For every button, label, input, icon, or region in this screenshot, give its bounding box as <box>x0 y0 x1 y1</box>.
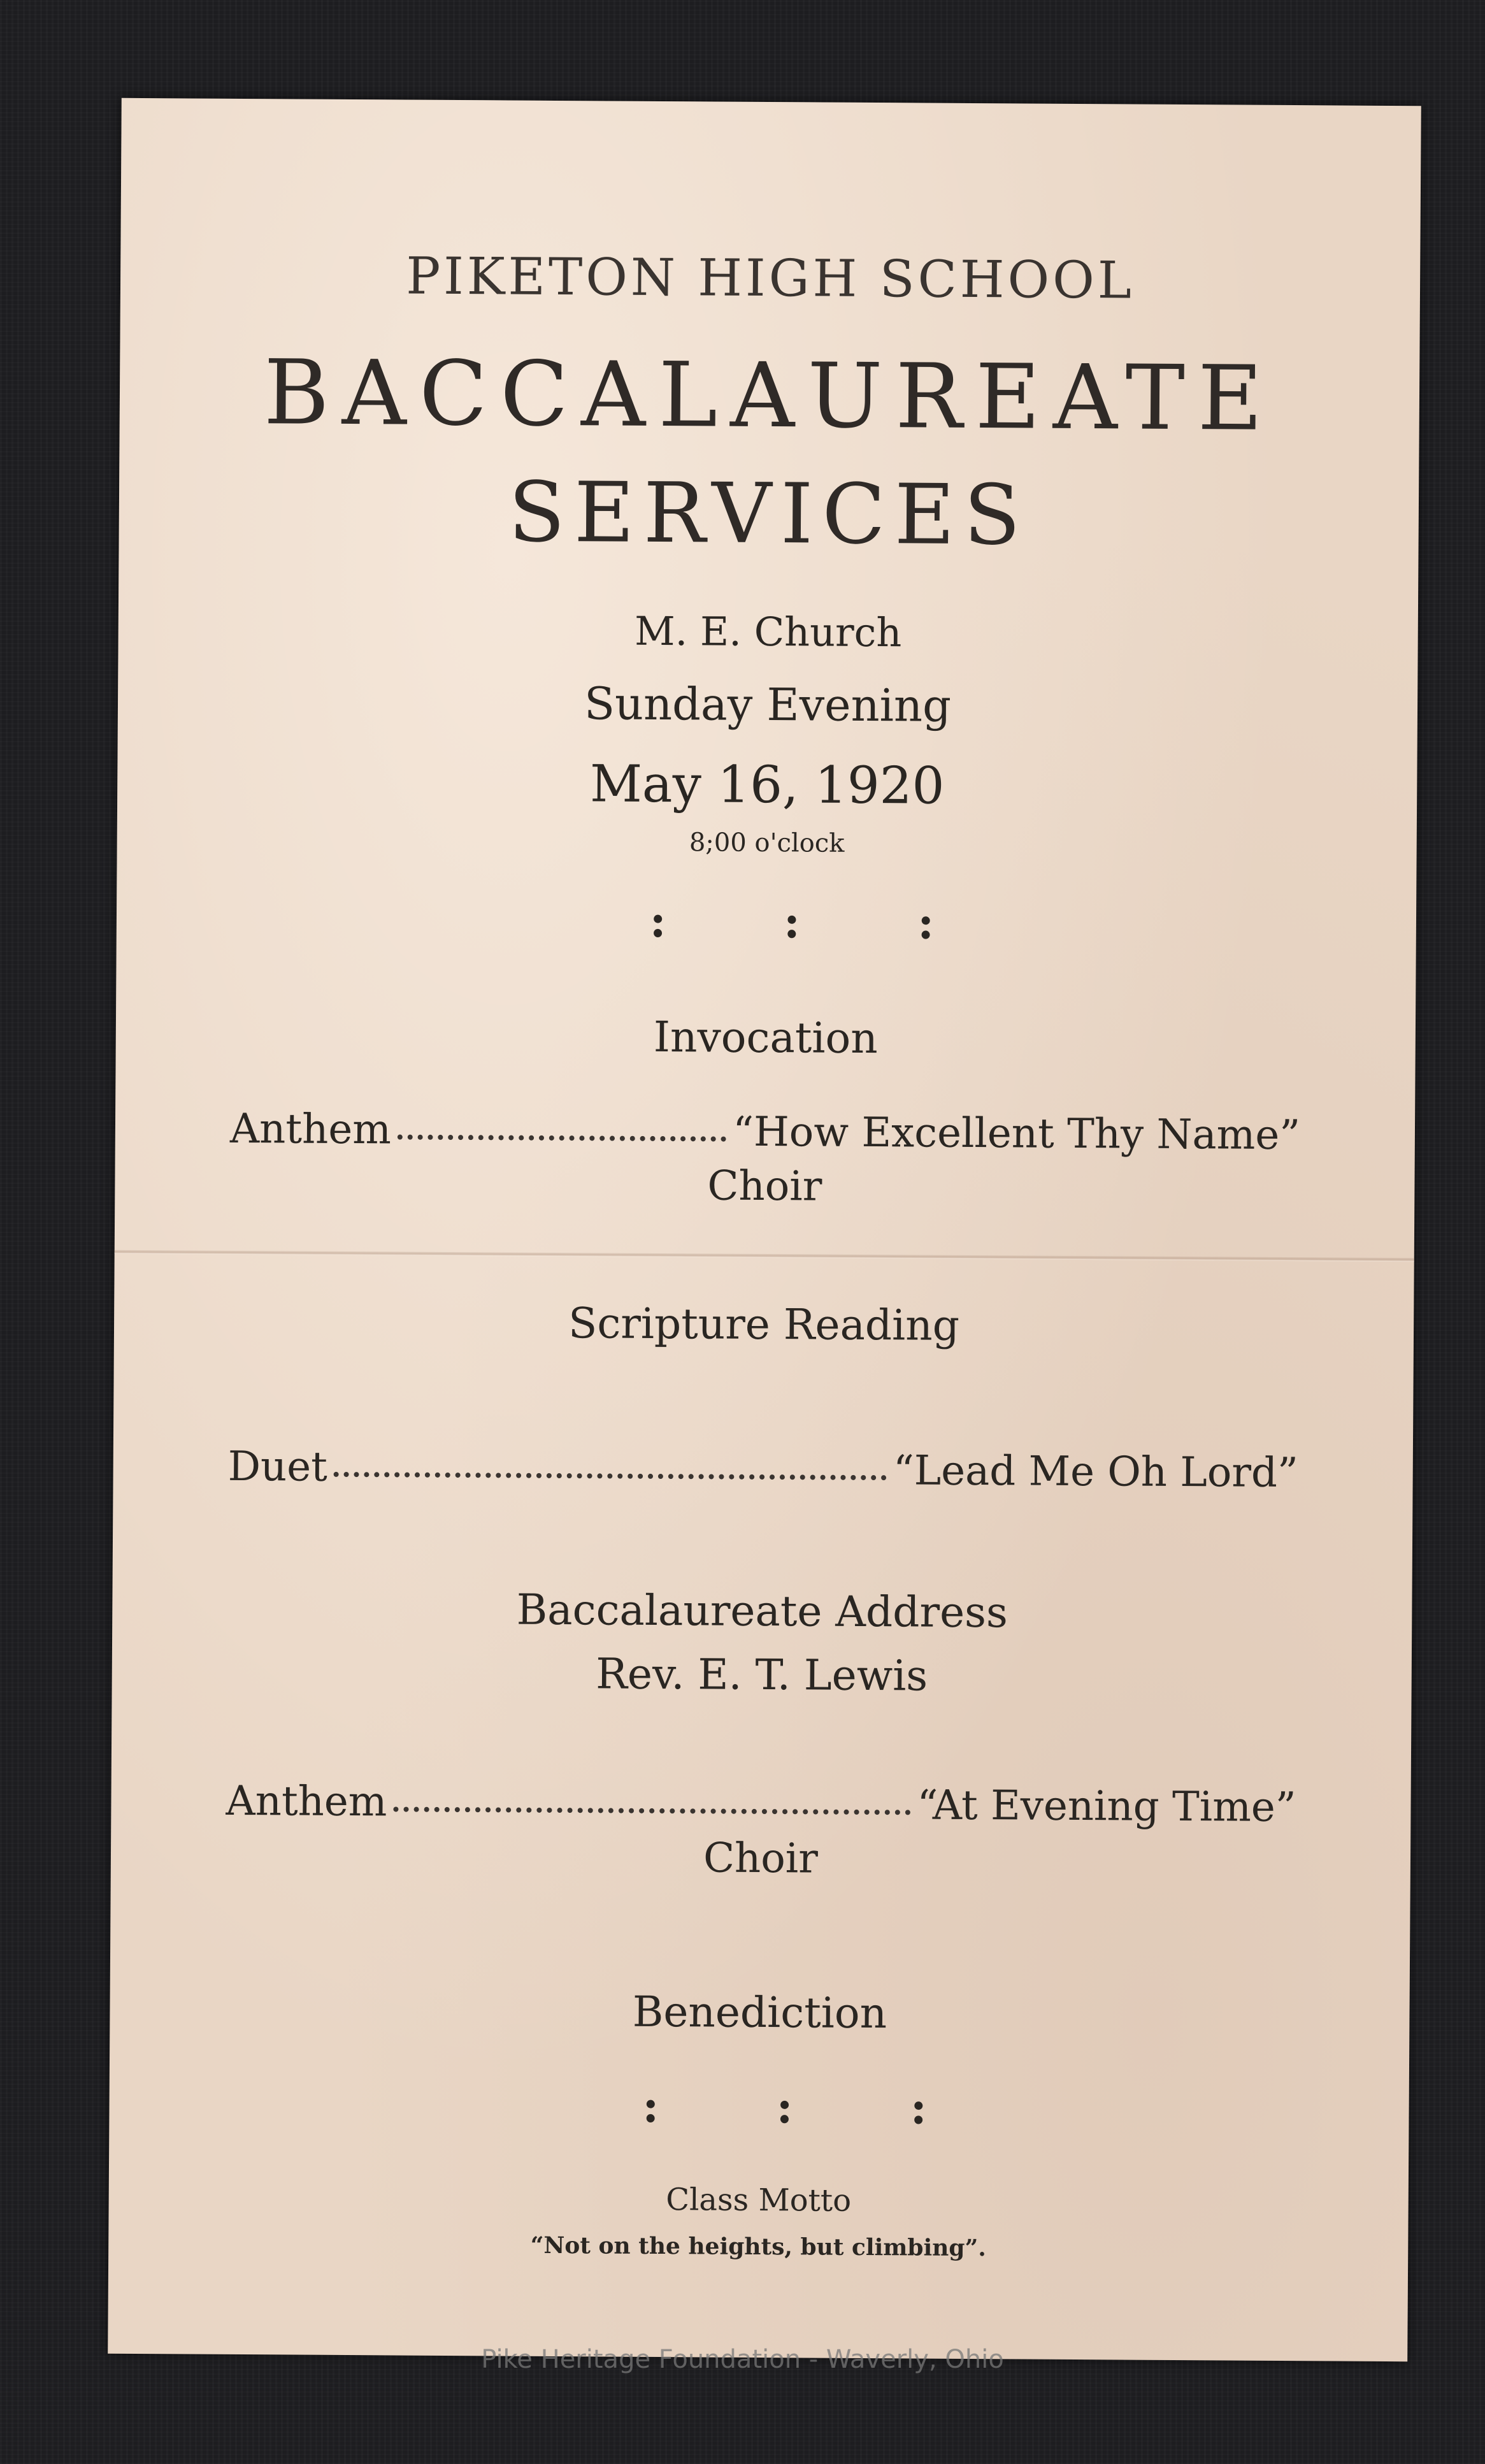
program-sheet <box>108 98 1421 2361</box>
benediction-heading: Benediction <box>632 1987 887 2038</box>
anthem-label: Anthem <box>229 1105 392 1154</box>
duet-title: “Lead Me Oh Lord” <box>893 1447 1298 1497</box>
dot-leader <box>334 1472 887 1480</box>
duet-label: Duet <box>227 1443 328 1491</box>
scripture-heading: Scripture Reading <box>568 1299 960 1350</box>
anthem-performer: Choir <box>703 1834 819 1883</box>
school-name: PIKETON HIGH SCHOOL <box>406 246 1135 310</box>
anthem-performer: Choir <box>707 1162 822 1211</box>
event-time: 8;00 o'clock <box>689 828 845 858</box>
divider-dots-bottom: : : : <box>642 2079 978 2135</box>
event-place: M. E. Church <box>634 607 902 656</box>
watermark-caption: Pike Heritage Foundation - Waverly, Ohio <box>481 2345 1004 2374</box>
address-speaker: Rev. E. T. Lewis <box>596 1649 928 1701</box>
title-line-2: SERVICES <box>508 463 1030 564</box>
fold-crease <box>115 1250 1414 1262</box>
duet-entry <box>227 1443 1298 1497</box>
event-date: May 16, 1920 <box>589 754 945 816</box>
address-heading: Baccalaureate Address <box>516 1585 1008 1638</box>
anthem-title: “At Evening Time” <box>917 1782 1296 1832</box>
class-motto-text: “Not on the heights, but climbing”. <box>530 2231 986 2262</box>
title-line-1: BACCALAUREATE <box>263 341 1276 451</box>
class-motto-heading: Class Motto <box>666 2182 852 2219</box>
invocation-heading: Invocation <box>653 1012 878 1063</box>
anthem-title: “How Excellent Thy Name” <box>733 1108 1301 1160</box>
anthem-entry-1 <box>230 1106 1300 1159</box>
anthem-label: Anthem <box>226 1777 387 1826</box>
dot-leader <box>393 1806 910 1815</box>
divider-dots-top: : : : <box>649 894 986 950</box>
anthem-entry-2 <box>226 1778 1296 1831</box>
event-day: Sunday Evening <box>584 677 952 732</box>
dot-leader <box>398 1134 726 1141</box>
